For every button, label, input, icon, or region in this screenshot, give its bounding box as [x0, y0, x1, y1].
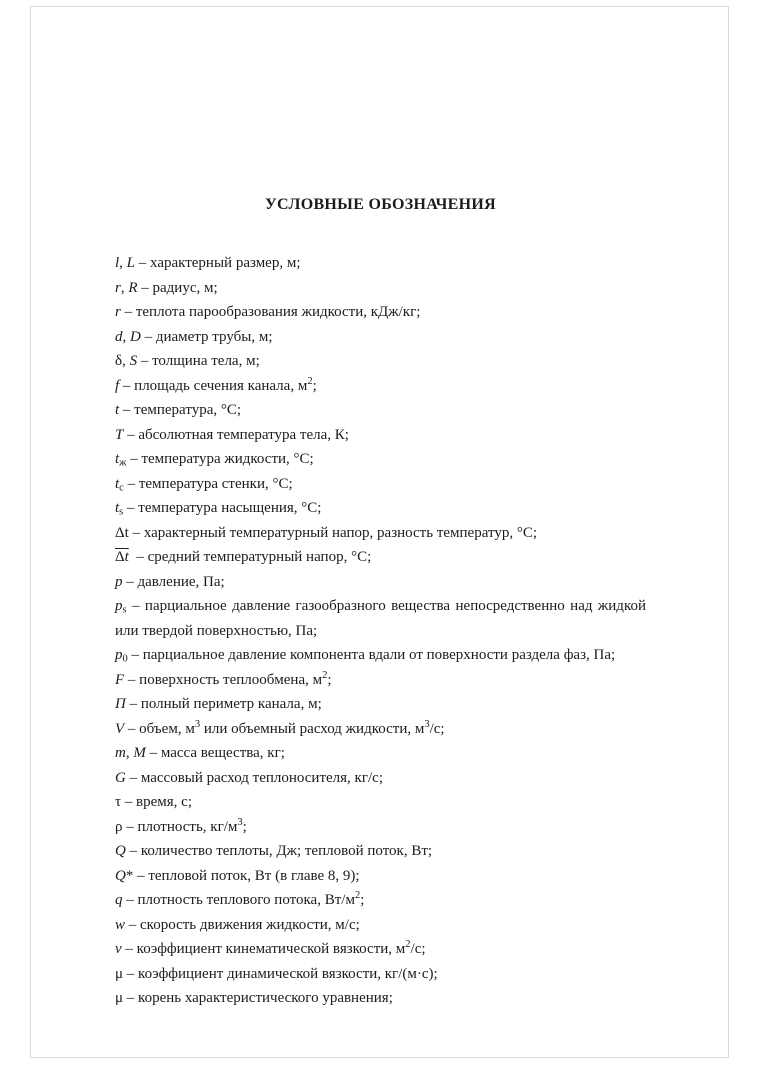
symbol-list-item: $t_ж$ – температура жидкости, °С;: [115, 451, 314, 469]
symbol-list-item: q – плотность теплового потока, $Вт/м^2$;: [115, 890, 365, 908]
symbol-list-item: t – температура, °С;: [115, 402, 242, 418]
symbol-list-item: τ – время, с;: [115, 794, 192, 810]
symbol-list-item: Q – количество теплоты, Дж; тепловой поток, Вт;: [115, 843, 433, 859]
symbol-list-item: $p_0$ – парциальное давление компонента вдали от поверхности раздела фаз, Па;: [115, 647, 616, 665]
symbol-list-item: d, D – диаметр трубы, м;: [115, 328, 273, 345]
symbol-list-item: $p_s$ – парциальное давление газообразного вещества непосредственно над жидкой или твердой поверхностью, Па;: [115, 598, 646, 639]
symbol-list-item: G – массовый расход теплоносителя, кг/с;: [115, 769, 383, 786]
symbol-list-item: V – объем, $м^3$ или объемный расход жидкости, $м^3/с$;: [115, 718, 445, 737]
symbol-list-item: r, R – радиус, м;: [115, 279, 218, 296]
symbol-list-item: p – давление, Па;: [115, 573, 225, 590]
symbol-list-item: f – площадь сечения канала, $м^2$;: [115, 375, 317, 394]
symbol-list-item: δ, S – толщина тела, м;: [115, 353, 260, 369]
symbol-list-item: μ – корень характеристического уравнения;: [115, 990, 393, 1006]
symbol-list-item: Δt – средний температурный напор, °С;: [115, 549, 372, 565]
symbol-list-item: $t_s$ – температура насыщения, °С;: [115, 500, 322, 518]
page-content: [115, 196, 646, 1011]
symbol-list-item: Δt – характерный температурный напор, разность температур, °С;: [115, 524, 538, 541]
symbol-list-item: ν – коэффициент кинематической вязкости, $м^2/с$;: [115, 939, 426, 957]
symbol-list: [115, 251, 646, 1011]
symbol-list-item: μ – коэффициент динамической вязкости, кг/(м·с);: [115, 965, 438, 982]
symbol-list-item: П – полный периметр канала, м;: [115, 696, 322, 712]
symbol-list-item: T – абсолютная температура тела, К;: [115, 426, 349, 443]
symbol-list-item: l, L – характерный размер, м;: [115, 255, 301, 271]
symbol-list-item: Q* – тепловой поток, Вт (в главе 8, 9);: [115, 867, 360, 884]
symbol-list-item: $t_с$ – температура стенки, °С;: [115, 475, 293, 494]
symbol-list-item: F – поверхность теплообмена, $м^2$;: [115, 669, 332, 688]
symbol-list-item: w – скорость движения жидкости, м/с;: [115, 916, 360, 933]
symbol-list-item: m, M – масса вещества, кг;: [115, 745, 285, 761]
symbol-list-item: ρ – плотность, $кг/м^3$;: [115, 816, 247, 835]
page-title: УСЛОВНЫЕ ОБОЗНАЧЕНИЯ: [265, 196, 496, 213]
symbol-list-item: r – теплота парообразования жидкости, кДж/кг;: [115, 304, 421, 320]
